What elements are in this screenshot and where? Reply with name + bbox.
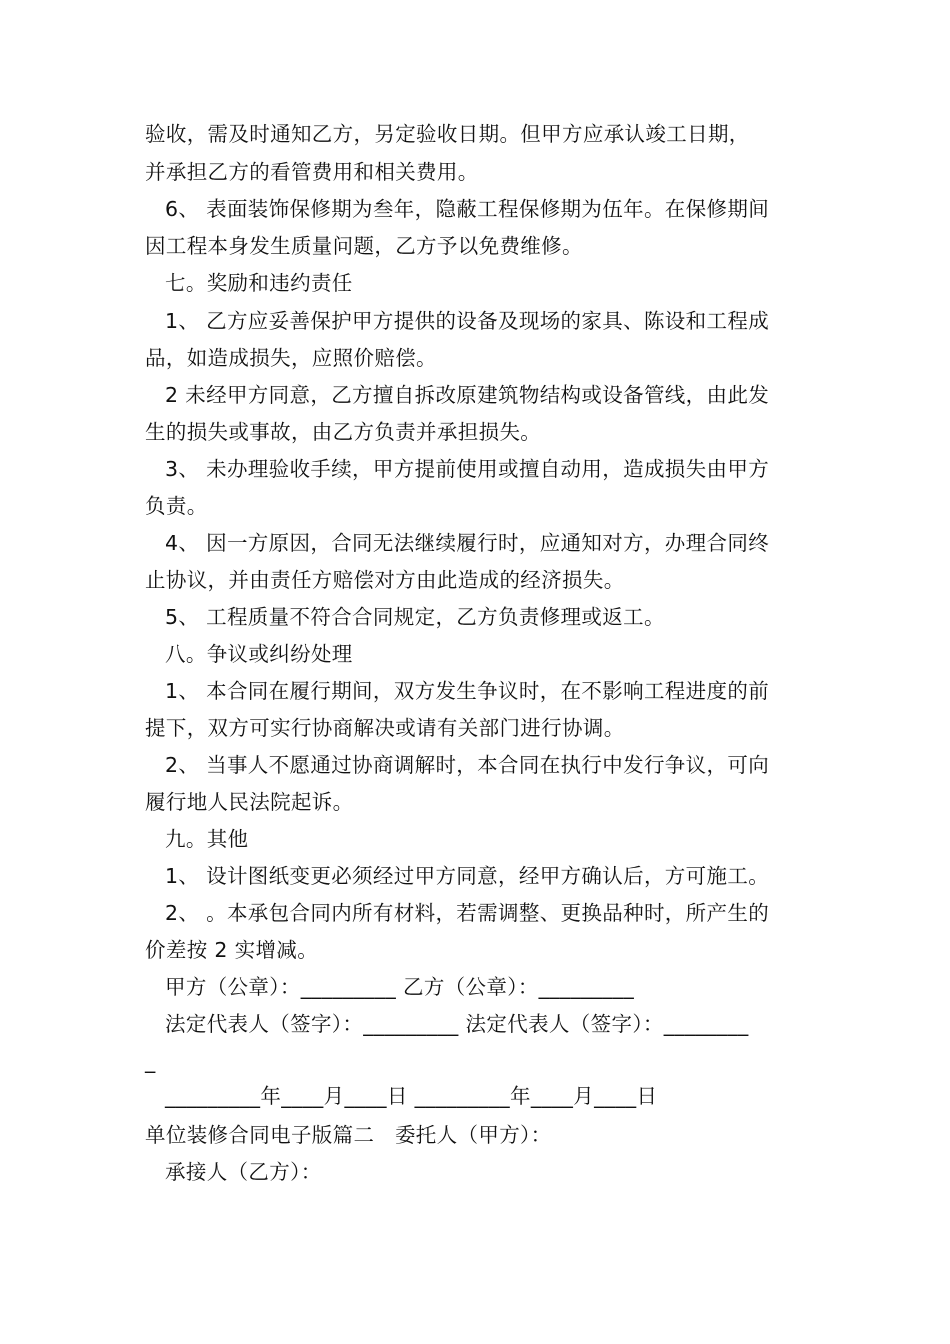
paragraph-line: 价差按 2 实增减。 [145, 938, 319, 962]
clause-line: 3、 未办理验收手续，甲方提前使用或擅自动用，造成损失由甲方 [165, 457, 770, 481]
date-line: _________年____月____日 _________年____月____日 [165, 1084, 658, 1108]
paragraph-line: 负责。 [145, 494, 208, 518]
paragraph-line: 履行地人民法院起诉。 [145, 790, 354, 814]
paragraph-line: 止协议，并由责任方赔偿对方由此造成的经济损失。 [145, 568, 625, 592]
clause-line: 1、 乙方应妥善保护甲方提供的设备及现场的家具、陈设和工程成 [165, 309, 770, 333]
paragraph-line: 验收，需及时通知乙方，另定验收日期。但甲方应承认竣工日期， [145, 122, 750, 146]
clause-line: 2、 当事人不愿通过协商调解时，本合同在执行中发行争议，可向 [165, 753, 770, 777]
seal-line: 甲方（公章）：_________ 乙方（公章）：_________ [165, 975, 635, 999]
clause-line: 5、 工程质量不符合合同规定，乙方负责修理或返工。 [165, 605, 665, 629]
signature-line-overflow: _ [145, 1049, 156, 1073]
clause-line: 1、 设计图纸变更必须经过甲方同意，经甲方确认后，方可施工。 [165, 864, 770, 888]
section-heading-8: 八。争议或纠纷处理 [165, 642, 353, 666]
contractor-line: 承接人（乙方）： [165, 1160, 322, 1184]
paragraph-line: 品，如造成损失，应照价赔偿。 [145, 346, 437, 370]
section-heading-9: 九。其他 [165, 827, 249, 851]
clause-line: 1、 本合同在履行期间，双方发生争议时，在不影响工程进度的前 [165, 679, 770, 703]
signature-line: 法定代表人（签字）：_________ 法定代表人（签字）：________ [165, 1012, 749, 1036]
clause-line: 2 未经甲方同意，乙方擅自拆改原建筑物结构或设备管线，由此发 [165, 383, 770, 407]
clause-line: 4、 因一方原因，合同无法继续履行时，应通知对方，办理合同终 [165, 531, 770, 555]
section-heading-7: 七。奖励和违约责任 [165, 271, 353, 295]
paragraph-line: 生的损失或事故，由乙方负责并承担损失。 [145, 420, 542, 444]
paragraph-line: 因工程本身发生质量问题，乙方予以免费维修。 [145, 234, 583, 258]
clause-6-line: 6、 表面装饰保修期为叁年，隐蔽工程保修期为伍年。在保修期间 [165, 197, 770, 221]
section-title-part-2: 单位装修合同电子版篇二 委托人（甲方）： [145, 1123, 552, 1147]
clause-line: 2、 。本承包合同内所有材料，若需调整、更换品种时，所产生的 [165, 901, 770, 925]
paragraph-line: 提下，双方可实行协商解决或请有关部门进行协调。 [145, 716, 625, 740]
paragraph-line: 并承担乙方的看管费用和相关费用。 [145, 160, 479, 184]
